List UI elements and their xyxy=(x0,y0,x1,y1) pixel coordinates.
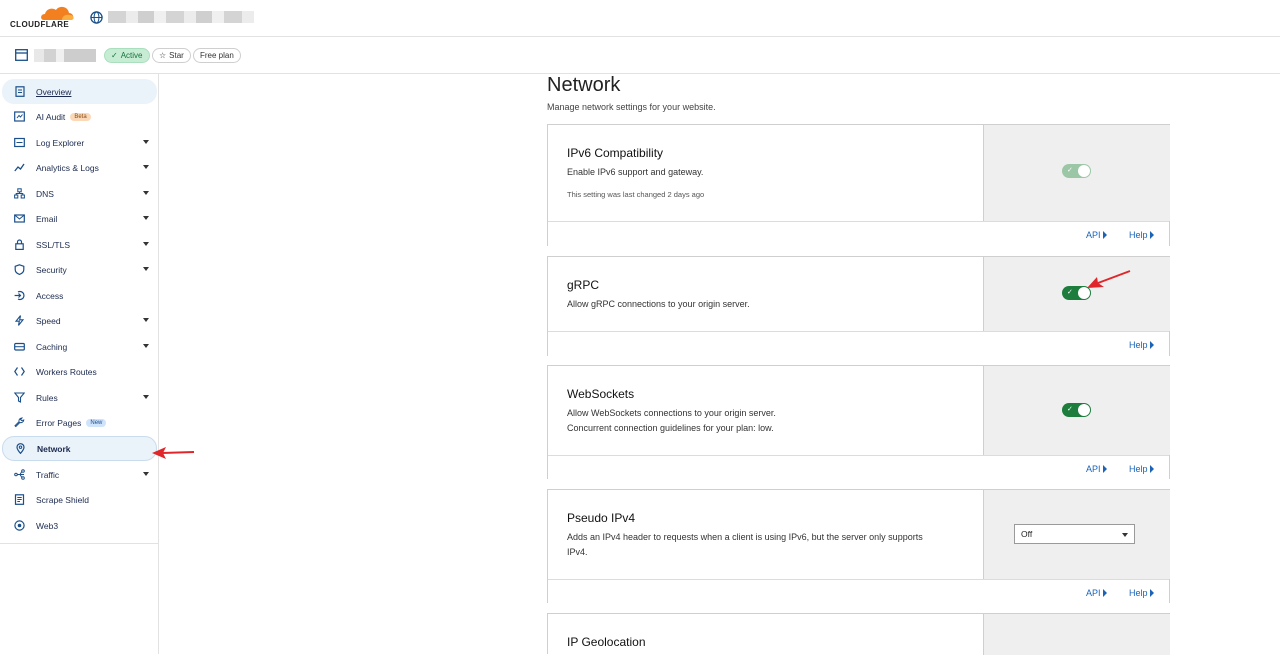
caret-right-icon xyxy=(1103,231,1107,239)
log-explorer-icon xyxy=(14,137,25,148)
analytics-icon xyxy=(14,162,25,173)
ipv6-toggle[interactable] xyxy=(1062,164,1091,178)
pseudo-ipv4-select[interactable]: Off xyxy=(1014,524,1135,544)
toggle-knob xyxy=(1078,404,1090,416)
status-badge: ✓ Active xyxy=(104,48,150,63)
wrench-icon xyxy=(14,417,25,428)
check-icon: ✓ xyxy=(1067,405,1073,413)
access-icon xyxy=(14,290,25,301)
sidebar-item-overview[interactable]: Overview xyxy=(2,79,157,104)
caret-right-icon xyxy=(1150,231,1154,239)
api-link[interactable]: API xyxy=(1086,464,1107,474)
sidebar-item-rules[interactable]: Rules xyxy=(2,385,157,410)
chevron-down-icon xyxy=(143,140,149,144)
chevron-down-icon xyxy=(143,165,149,169)
web3-icon xyxy=(14,520,25,531)
brand-wordmark: CLOUDFLARE xyxy=(10,20,70,29)
zone-bar xyxy=(0,37,1280,74)
help-link[interactable]: Help xyxy=(1129,340,1154,350)
chevron-down-icon xyxy=(143,395,149,399)
card-body xyxy=(548,614,984,655)
api-link[interactable]: API xyxy=(1086,588,1107,598)
card-description: Adds an IPv4 header to requests when a client is using IPv6, but the server only supports xyxy=(567,532,923,542)
chevron-down-icon xyxy=(143,242,149,246)
help-link[interactable]: Help xyxy=(1129,464,1154,474)
card-title: Pseudo IPv4 xyxy=(567,511,636,525)
scrape-shield-icon xyxy=(14,494,25,505)
ipv6-compatibility-card xyxy=(547,124,1170,246)
check-icon: ✓ xyxy=(111,51,118,60)
caching-icon xyxy=(14,341,25,352)
account-name-redacted[interactable] xyxy=(108,11,254,23)
card-description: Allow gRPC connections to your origin server. xyxy=(567,299,750,309)
card-control-panel xyxy=(983,257,1170,331)
plan-badge[interactable]: Free plan xyxy=(193,48,241,63)
website-icon xyxy=(15,49,28,61)
chevron-down-icon xyxy=(143,472,149,476)
sidebar-item-log-explorer[interactable]: Log Explorer xyxy=(2,130,157,155)
check-icon: ✓ xyxy=(1067,288,1073,296)
sidebar-item-ssl-tls[interactable]: SSL/TLS xyxy=(2,232,157,257)
zone-name-redacted xyxy=(34,49,96,62)
card-description-detail: Concurrent connection guidelines for your plan: low. xyxy=(567,423,774,433)
pseudo-ipv4-card xyxy=(547,489,1170,603)
sidebar-item-web3[interactable]: Web3 xyxy=(2,513,157,538)
card-body xyxy=(548,490,984,579)
sidebar-item-traffic[interactable]: Traffic xyxy=(2,462,157,487)
toggle-knob xyxy=(1078,165,1090,177)
sidebar-item-scrape-shield[interactable]: Scrape Shield xyxy=(2,487,157,512)
card-control-panel xyxy=(983,125,1170,221)
card-body xyxy=(548,366,984,455)
api-link[interactable]: API xyxy=(1086,230,1107,240)
card-description: Allow WebSockets connections to your origin server. xyxy=(567,408,776,418)
sidebar-item-access[interactable]: Access xyxy=(2,283,157,308)
annotation-arrow-icon xyxy=(1084,268,1134,292)
sidebar-item-analytics-logs[interactable]: Analytics & Logs xyxy=(2,155,157,180)
lightning-icon xyxy=(14,315,25,326)
ai-audit-icon xyxy=(14,111,25,122)
location-pin-icon xyxy=(15,443,26,454)
help-link[interactable]: Help xyxy=(1129,588,1154,598)
caret-right-icon xyxy=(1150,465,1154,473)
star-icon: ☆ xyxy=(159,51,167,60)
card-body xyxy=(548,125,984,221)
websockets-toggle[interactable] xyxy=(1062,403,1091,417)
chevron-down-icon xyxy=(143,216,149,220)
sidebar-item-workers-routes[interactable]: Workers Routes xyxy=(2,359,157,384)
card-title: IP Geolocation xyxy=(567,635,646,649)
card-footer xyxy=(548,455,1169,480)
shield-icon xyxy=(14,264,25,275)
card-footer xyxy=(548,579,1169,604)
sidebar-item-security[interactable]: Security xyxy=(2,257,157,282)
new-badge: New xyxy=(86,419,106,427)
chevron-down-icon xyxy=(143,191,149,195)
document-icon xyxy=(14,86,25,97)
card-footer xyxy=(548,221,1169,246)
card-footer xyxy=(548,331,1169,356)
card-title: IPv6 Compatibility xyxy=(567,146,664,160)
cloud-logo-icon xyxy=(38,5,76,21)
sidebar-item-caching[interactable]: Caching xyxy=(2,334,157,359)
rules-icon xyxy=(14,392,25,403)
top-header xyxy=(0,0,1280,37)
sidebar-item-dns[interactable]: DNS xyxy=(2,181,157,206)
check-icon: ✓ xyxy=(1067,166,1073,174)
card-control-panel xyxy=(983,366,1170,455)
globe-icon[interactable] xyxy=(90,11,103,24)
grpc-card xyxy=(547,256,1170,356)
caret-right-icon xyxy=(1103,465,1107,473)
sidebar-item-network[interactable]: Network xyxy=(2,436,157,461)
cloudflare-logo[interactable] xyxy=(10,5,76,29)
traffic-icon xyxy=(14,469,25,480)
sidebar-item-email[interactable]: Email xyxy=(2,206,157,231)
card-title: gRPC xyxy=(567,278,600,292)
sidebar-item-error-pages[interactable]: Error Pages New xyxy=(2,410,157,435)
page-title: Network xyxy=(547,74,621,96)
caret-right-icon xyxy=(1103,589,1107,597)
help-link[interactable]: Help xyxy=(1129,230,1154,240)
dns-icon xyxy=(14,188,25,199)
card-control-panel xyxy=(983,490,1170,579)
caret-right-icon xyxy=(1150,341,1154,349)
star-button[interactable]: ☆ Star xyxy=(152,48,191,63)
card-control-panel xyxy=(983,614,1170,655)
sidebar-divider xyxy=(0,543,158,544)
chevron-down-icon xyxy=(143,318,149,322)
sidebar-item-speed[interactable]: Speed xyxy=(2,308,157,333)
annotation-arrow-icon xyxy=(150,444,195,462)
card-body xyxy=(548,257,984,331)
card-description-detail: IPv4. xyxy=(567,547,588,557)
card-title: WebSockets xyxy=(567,387,635,401)
page-description: Manage network settings for your website. xyxy=(547,102,716,112)
workers-icon xyxy=(14,366,25,377)
chevron-down-icon xyxy=(1122,533,1128,537)
lock-icon xyxy=(14,239,25,250)
ip-geolocation-card xyxy=(547,613,1170,654)
websockets-card xyxy=(547,365,1170,479)
caret-right-icon xyxy=(1150,589,1154,597)
sidebar-item-ai-audit[interactable]: AI Audit Beta xyxy=(2,104,157,129)
email-icon xyxy=(14,213,25,224)
chevron-down-icon xyxy=(143,344,149,348)
chevron-down-icon xyxy=(143,267,149,271)
beta-badge: Beta xyxy=(70,113,90,121)
sidebar xyxy=(0,74,159,654)
last-changed-note: This setting was last changed 2 days ago xyxy=(567,190,705,199)
card-description: Enable IPv6 support and gateway. xyxy=(567,167,704,177)
